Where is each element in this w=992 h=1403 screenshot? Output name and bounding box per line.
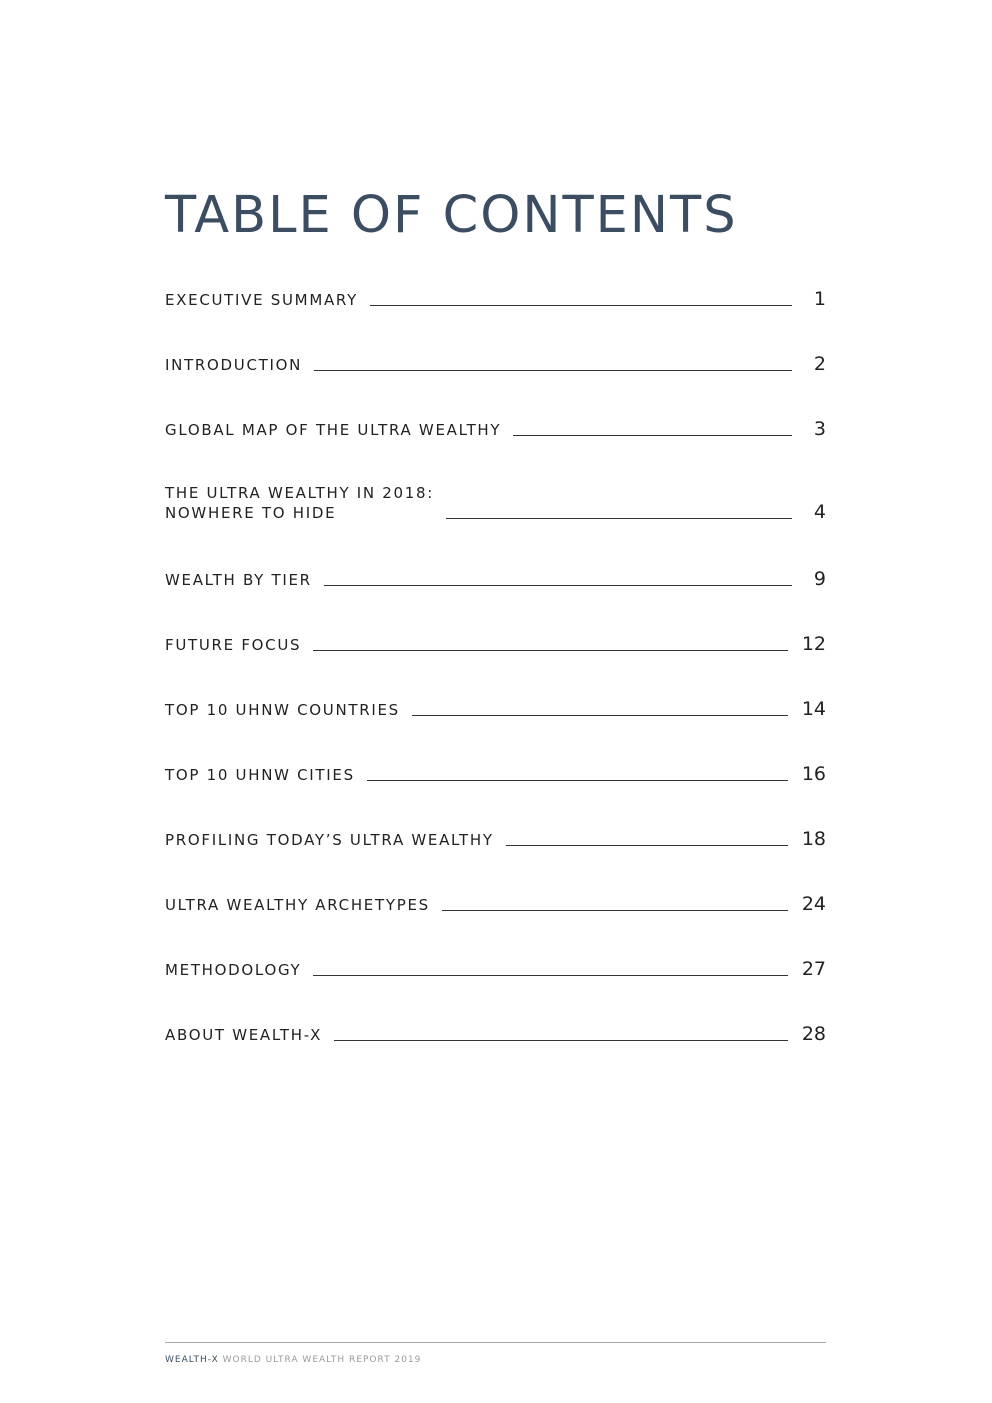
page-title: TABLE OF CONTENTS	[165, 186, 738, 245]
toc-page-number: 28	[801, 1023, 826, 1045]
toc-page-number: 9	[813, 568, 826, 590]
toc-page-number: 1	[813, 288, 826, 310]
toc-entry-global-map[interactable]	[165, 418, 826, 440]
toc-entry-wealth-by-tier[interactable]	[165, 568, 826, 590]
toc-leader-line	[442, 909, 788, 911]
toc-entry-label: TOP 10 UHNW CITIES	[165, 766, 355, 784]
toc-entry-top-cities[interactable]	[165, 763, 826, 785]
footer-brand: WEALTH-X	[165, 1355, 219, 1365]
toc-entry-archetypes[interactable]	[165, 893, 826, 915]
toc-page-number: 4	[813, 501, 826, 523]
toc-entry-label: TOP 10 UHNW COUNTRIES	[165, 701, 400, 719]
toc-leader-line	[313, 649, 788, 651]
toc-leader-line	[313, 974, 787, 976]
toc-entry-label: THE ULTRA WEALTHY IN 2018: NOWHERE TO HIDE	[165, 484, 435, 522]
toc-page-number: 12	[801, 633, 826, 655]
toc-leader-line	[334, 1039, 788, 1041]
toc-entry-label: ABOUT WEALTH-X	[165, 1026, 323, 1044]
toc-entry-label: FUTURE FOCUS	[165, 636, 302, 654]
toc-page-number: 18	[801, 828, 826, 850]
toc-entry-methodology[interactable]	[165, 958, 826, 980]
toc-leader-line	[314, 369, 792, 371]
toc-page-number: 24	[801, 893, 826, 915]
toc-entry-label: WEALTH BY TIER	[165, 571, 312, 589]
toc-leader-line	[506, 844, 788, 846]
toc-page-number: 2	[813, 353, 826, 375]
toc-entry-label: INTRODUCTION	[165, 356, 303, 374]
page-footer	[165, 1355, 421, 1365]
footer-divider	[165, 1342, 826, 1343]
toc-page-number: 27	[801, 958, 826, 980]
toc-entry-about[interactable]	[165, 1023, 826, 1045]
toc-page-number: 14	[801, 698, 826, 720]
footer-report-title: WORLD ULTRA WEALTH REPORT 2019	[218, 1355, 422, 1365]
toc-entry-label: GLOBAL MAP OF THE ULTRA WEALTHY	[165, 421, 502, 439]
toc-leader-line	[370, 304, 792, 306]
toc-entry-future-focus[interactable]	[165, 633, 826, 655]
toc-leader-line	[446, 517, 792, 519]
toc-entry-ultra-wealthy-2018[interactable]	[165, 483, 826, 523]
toc-entry-top-countries[interactable]	[165, 698, 826, 720]
toc-leader-line	[367, 779, 788, 781]
toc-entry-introduction[interactable]	[165, 353, 826, 375]
toc-leader-line	[324, 584, 792, 586]
toc-page-number: 3	[813, 418, 826, 440]
toc-entry-label: METHODOLOGY	[165, 961, 302, 979]
toc-page-number: 16	[801, 763, 826, 785]
toc-leader-line	[513, 434, 792, 436]
toc-entry-profiling[interactable]	[165, 828, 826, 850]
toc-entry-label: ULTRA WEALTHY ARCHETYPES	[165, 896, 430, 914]
toc-entry-executive-summary[interactable]	[165, 288, 826, 310]
toc-leader-line	[412, 714, 788, 716]
toc-entry-label: PROFILING TODAY’S ULTRA WEALTHY	[165, 831, 494, 849]
toc-entry-label: EXECUTIVE SUMMARY	[165, 291, 358, 309]
